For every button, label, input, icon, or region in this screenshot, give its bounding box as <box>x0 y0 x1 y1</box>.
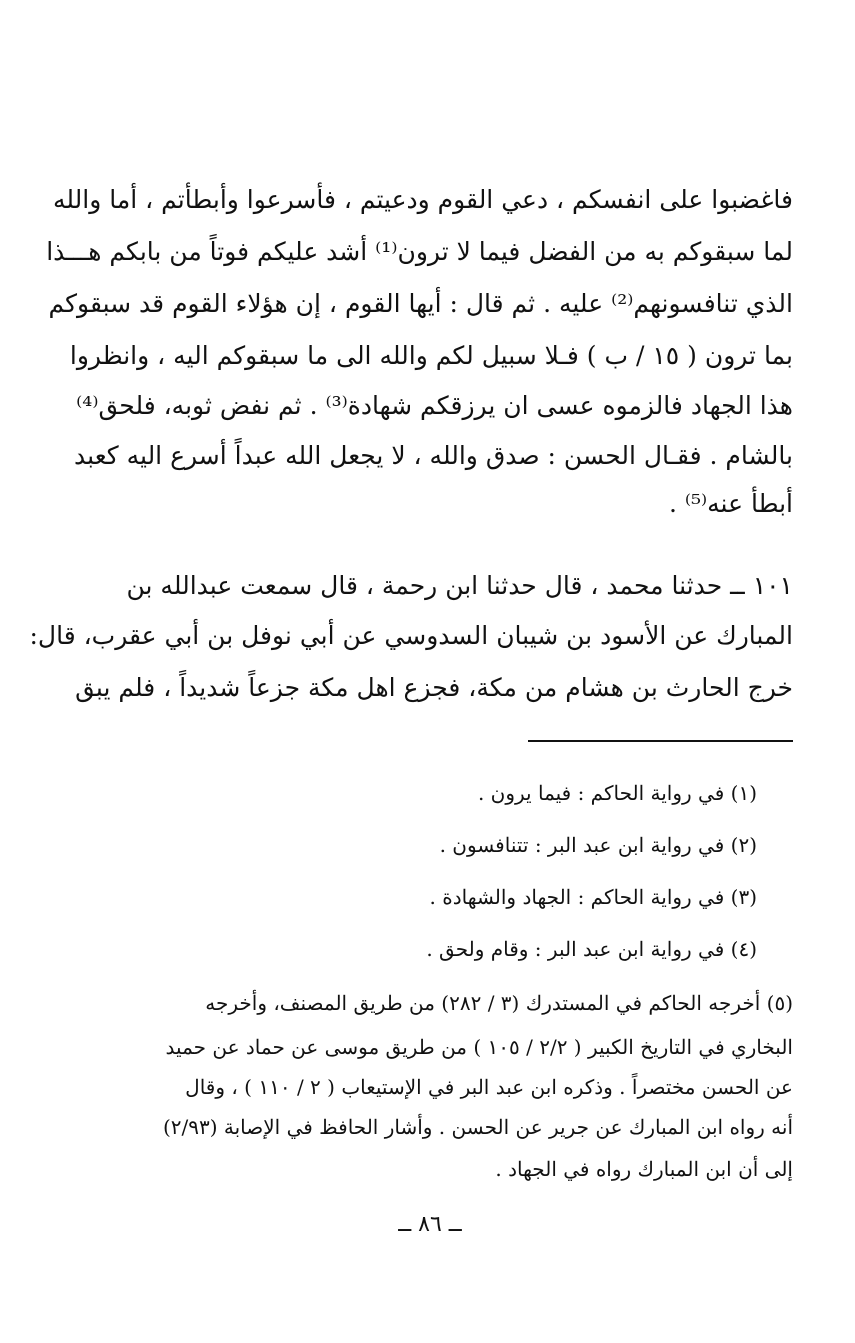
footnote-5-line: البخاري في التاريخ الكبير ( ٢/٢ / ١٠٥ ) من طريق موسى عن حماد عن حميد <box>165 1035 793 1059</box>
body-line: بما ترون ( ١٥ / ب ) فـلا سبيل لكم والله الى ما سبقوكم اليه ، وانظروا <box>69 341 793 370</box>
body-line: المبارك عن الأسود بن شيبان السدوسي عن أبي نوفل بن أبي عقرب، قال: <box>29 621 793 650</box>
body-line: أبطأ عنه⁽⁵⁾ . <box>668 489 793 518</box>
footnote-5-line: إلى أن ابن المبارك رواه في الجهاد . <box>495 1157 793 1181</box>
footnote-3: (٣) في رواية الحاكم : الجهاد والشهادة . <box>429 885 757 909</box>
footnote-4: (٤) في رواية ابن عبد البر : وقام ولحق . <box>426 937 757 961</box>
page-number: ــ ٨٦ ــ <box>398 1212 462 1237</box>
body-line: لما سبقوكم به من الفضل فيما لا ترون⁽¹⁾ أشد عليكم فوتاً من بابكم هـــذا <box>46 237 793 266</box>
footnote-2: (٢) في رواية ابن عبد البر : تتنافسون . <box>439 833 757 857</box>
body-line: فاغضبوا على انفسكم ، دعي القوم ودعيتم ، فأسرعوا وأبطأتم ، أما والله <box>52 185 793 214</box>
footnote-5-line: (٥) أخرجه الحاكم في المستدرك (٣ / ٢٨٢) من طريق المصنف، وأخرجه <box>205 991 793 1015</box>
footnote-1: (١) في رواية الحاكم : فيما يرون . <box>477 781 757 805</box>
footnote-5-line: أنه رواه ابن المبارك عن جرير عن الحسن . وأشار الحافظ في الإصابة (٢/٩٣) <box>162 1115 793 1139</box>
body-line: هذا الجهاد فالزموه عسى ان يرزقكم شهادة⁽³⁾ . ثم نفض ثوبه، فلحق⁽⁴⁾ <box>76 391 793 420</box>
footnote-divider <box>528 740 793 742</box>
body-line: ١٠١ ــ حدثنا محمد ، قال حدثنا ابن رحمة ، قال سمعت عبدالله بن <box>126 571 793 600</box>
footnote-5-line: عن الحسن مختصراً . وذكره ابن عبد البر في الإستيعاب ( ٢ / ١١٠ ) ، وقال <box>185 1075 793 1099</box>
body-line: الذي تنافسونهم⁽²⁾ عليه . ثم قال : أيها القوم ، إن هؤلاء القوم قد سبقوكم <box>48 289 793 318</box>
body-line: خرج الحارث بن هشام من مكة، فجزع اهل مكة جزعاً شديداً ، فلم يبق <box>75 673 793 702</box>
body-line: بالشام . فقـال الحسن : صدق والله ، لا يجعل الله عبداً أسرع اليه كعبد <box>74 441 793 470</box>
